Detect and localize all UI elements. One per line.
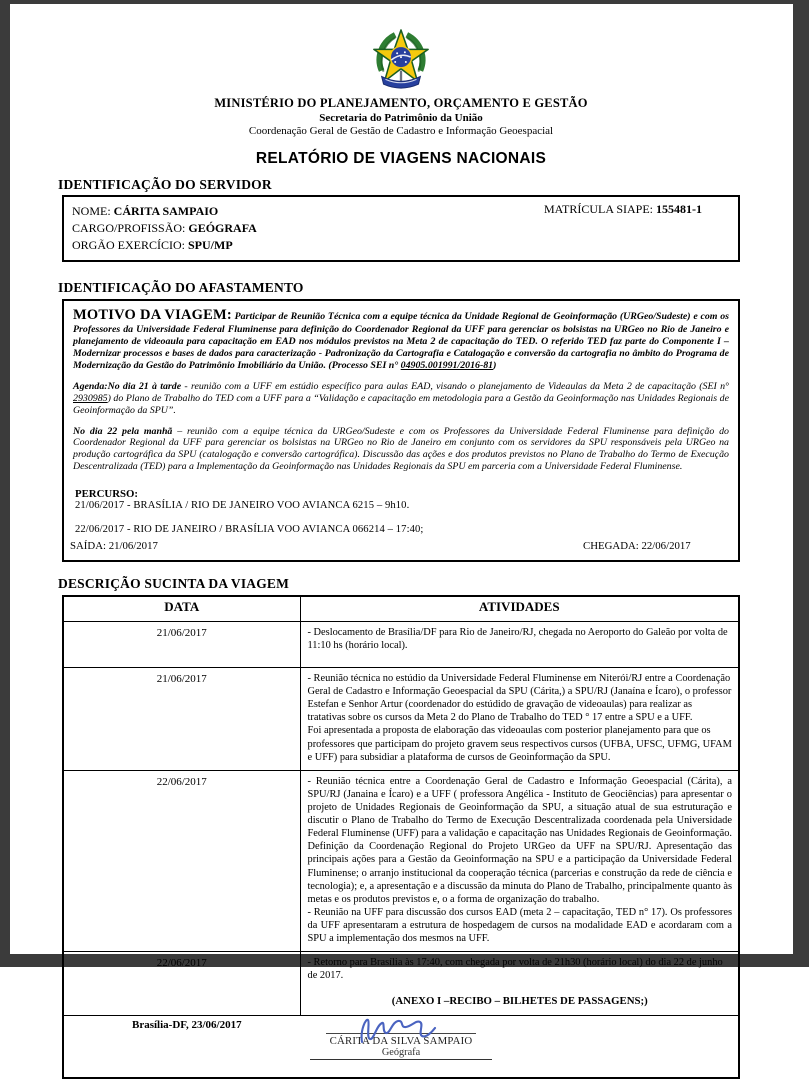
secretariat-name: Secretaria do Patrimônio da União [319,112,483,124]
document-header [62,28,740,168]
activity-line: - Retorno para Brasília às 17:40, com chegada por volta de 21h30 (horário local) do dia 22 de junho de 2017. [307,957,723,982]
activity-line: - Deslocamento de Brasília/DF para Rio de Janeiro/RJ, chegada no Aeroporto do Galeão por volta de 11:10 hs (horário local). [307,627,728,652]
document-page [10,4,793,1059]
table-row [63,622,739,668]
agenda-lead: Agenda:No dia 21 à tarde [73,380,182,392]
signature-underline [310,1059,492,1060]
agenda-rest: ) do Plano de Trabalho do TED com a UFF para a “Validação e capacitação em metodologia para a Gestão da Geoinformação nas Unidades Regionais de Geoinformação da SPU”. [73,392,729,416]
matricula-value: 155481-1 [656,202,703,216]
annex-note: (ANEXO I –RECIBO – BILHETES DE PASSAGENS;) [391,995,648,1008]
matricula-line [544,202,702,217]
row-activities [300,952,739,1016]
activity-line: - Reunião técnica entre a Coordenação Geral de Cadastro e Informação Geoespacial (Cárita), a SPU/RJ (Janaina e Ícaro) e a UFF ( professora Angélica - Instituto de Geociências) para apresentar o projeto de Unidades Regionais de Geoinformação da SPU, a situação atual de sua estruturação e discutir o Plano de Trabalho do Termo de Execução Descentralizada coordenada pela Universidade Federal Fluminense (UFF) para a validação e capacitação nas Unidades Regionais de Geoinformação. Definição da Coordenação Regional do Projeto URGeo da UFF na SPU/RJ. Apresentação das principais ações para a Gestão da Geoinformação na SPU e a participação da Universidade Federal Fluminense; o arranjo institucional da cooperação técnica (parcerias e construção da rede de ciência e tecnologia); e, a apresentação e a discussão da minuta do Plano de Trabalho, principalmente quanto às metas e os produtos previstos e, o a forma de organização do trabalho. [307,775,732,905]
row-date: 21/06/2017 [63,622,300,668]
table-row [63,668,739,771]
servidor-box [62,195,740,262]
nome-value: CÁRITA SAMPAIO [113,204,219,218]
orgao-label: ORGÃO EXERCÍCIO: [72,238,185,252]
percurso-label: PERCURSO: [75,488,138,501]
handwritten-signature-icon [358,1012,438,1046]
activity-line: Foi apresentada a proposta de elaboração das videoaulas com posterior planejamento para que os professores que participam do projeto gravem seus respectivos cursos (UFBA, UFSC, UFMG, UFAM e UFF) para subsidiar a plataforma de cursos de Geoinformação da SPU. [307,725,732,763]
dia22-text: – reunião com a equipe técnica da URGeo/Sudeste e com os Professores da Universidade Federal Fluminense para definição do Coordenador Regional da UFF para gerenciar os bolsistas na URGeo no Rio de Janeiro em conjunto com os servidores da SPU responsáveis pela URGeo na produção cartográfica da SPU (catalogação e conversão cartográfica). Discussão das ações e dos produtos previstos no Plano de Trabalho do Termo de Execução Descentralizada (TED) para a Implementação da Geoinformação nas Unidades Regionais da SPU em parceria com a Universidade Federal Fluminense. [73,425,729,473]
coordination-name: Coordenação Geral de Gestão de Cadastro e Informação Geoespacial [248,125,554,137]
percurso-block [75,488,729,535]
motivo-paragraph [73,307,729,372]
percurso-line-2: 22/06/2017 - RIO DE JANEIRO / BRASÍLIA VOO AVIANCA 066214 – 17:40; [75,524,424,536]
table-row [63,770,739,951]
row-date: 22/06/2017 [63,770,300,951]
column-header-atividades: ATIVIDADES [300,596,739,622]
activity-line: - Reunião técnica no estúdio da Universidade Federal Fluminense em Niterói/RJ entre a Coordenação Geral de Cadastro e Informação Geoespacial da SPU (Cárita,) a SPU/RJ (Janaína e Ícaro), o professor Estefan e Senhor Artur (coordenador do estúdido de gravação de videoaulas) para realizar as tratativas sobre os cursos da Meta 2 do Plano de Trabalho do TED ° 17 entre a SPU e a UFF. [307,673,732,724]
signature-block [310,1033,492,1060]
row-activities [300,770,739,951]
matricula-label: MATRÍCULA SIAPE: [544,202,654,216]
nome-label: NOME: [72,204,111,218]
motivo-label: MOTIVO DA VIAGEM: [73,307,232,323]
motivo-sei-number: 04905.001991/2016-81 [400,360,494,372]
dia22-lead: No dia 22 pela manhã [73,425,173,437]
section-title-servidor: IDENTIFICAÇÃO DO SERVIDOR [58,177,272,192]
orgao-line [72,238,730,253]
signature-row [63,1016,739,1078]
trip-table [62,595,740,1079]
motivo-text: Participar de Reunião Técnica com a equipe técnica da Unidade Regional de Geoinformação (URGeo/Sudeste) e com os Professores da Universidade Federal Fluminense para definição do Coordenador Regional da UFF para gerenciar os bolsistas na URGeo no Rio de Janeiro e planejamento de videoaula para capacitação em EAD nos módulos previstos na Meta 2 de capacitação do TED. O referido TED faz parte do Componente I – Modernizar processos e bases de dados para caracterização - Padronização da Cartografia e Catalogação e conversão da cartografia no âmbito do Programa de Modernização da Gestão do Patrimônio Imobiliário da União. (Processo SEI n° [73,311,729,372]
activity-line: - Reunião na UFF para discussão dos cursos EAD (meta 2 – capacitação, TED n° 17). Os professores da UFF apresentaram a estrutura de hospedagem de cursos na modalidade EAD e acordaram com a SPU a implementação dos mesmos na UFF. [307,906,732,945]
row-activities [300,668,739,771]
signature-role: Geógrafa [381,1047,421,1059]
section-title-afastamento: IDENTIFICAÇÃO DO AFASTAMENTO [58,280,304,295]
footer-date: Brasília-DF, 23/06/2017 [132,1019,242,1032]
table-header-row [63,596,739,622]
saida-chegada-row [70,540,738,552]
row-date: 21/06/2017 [63,668,300,771]
chegada-value: CHEGADA: 22/06/2017 [583,540,691,552]
afastamento-box [62,299,740,562]
section-title-viagem: DESCRIÇÃO SUCINTA DA VIAGEM [58,576,290,591]
saida-value: SAÍDA: 21/06/2017 [70,540,158,552]
row-activities [300,622,739,668]
percurso-line-1: 21/06/2017 - BRASÍLIA / RIO DE JANEIRO VOO AVIANCA 6215 – 9h10. [75,500,410,512]
agenda-paragraph [73,381,729,417]
document-title: RELATÓRIO DE VIAGENS NACIONAIS [255,150,547,167]
agenda-text: - reunião com a UFF em estúdio específico para aulas EAD, visando o planejamento de Videaulas da Meta 2 de capacitação (SEI n° [181,380,729,392]
cargo-value: GEÓGRAFA [188,221,257,235]
motivo-close: ) [493,360,497,372]
dia22-paragraph [73,426,729,474]
table-row [63,952,739,1016]
brazil-coat-of-arms-icon [370,28,432,92]
cargo-label: CARGO/PROFISSÃO: [72,221,186,235]
row-date: 22/06/2017 [63,952,300,1016]
ministry-name: MINISTÉRIO DO PLANEJAMENTO, ORÇAMENTO E GESTÃO [214,96,588,110]
orgao-value: SPU/MP [188,238,233,252]
agenda-sei-number: 2930985 [73,392,108,404]
signature-name: CÁRITA DA SILVA SAMPAIO [329,1035,473,1048]
signature-cell [63,1016,739,1078]
column-header-data: DATA [63,596,300,622]
cargo-line [72,221,730,236]
